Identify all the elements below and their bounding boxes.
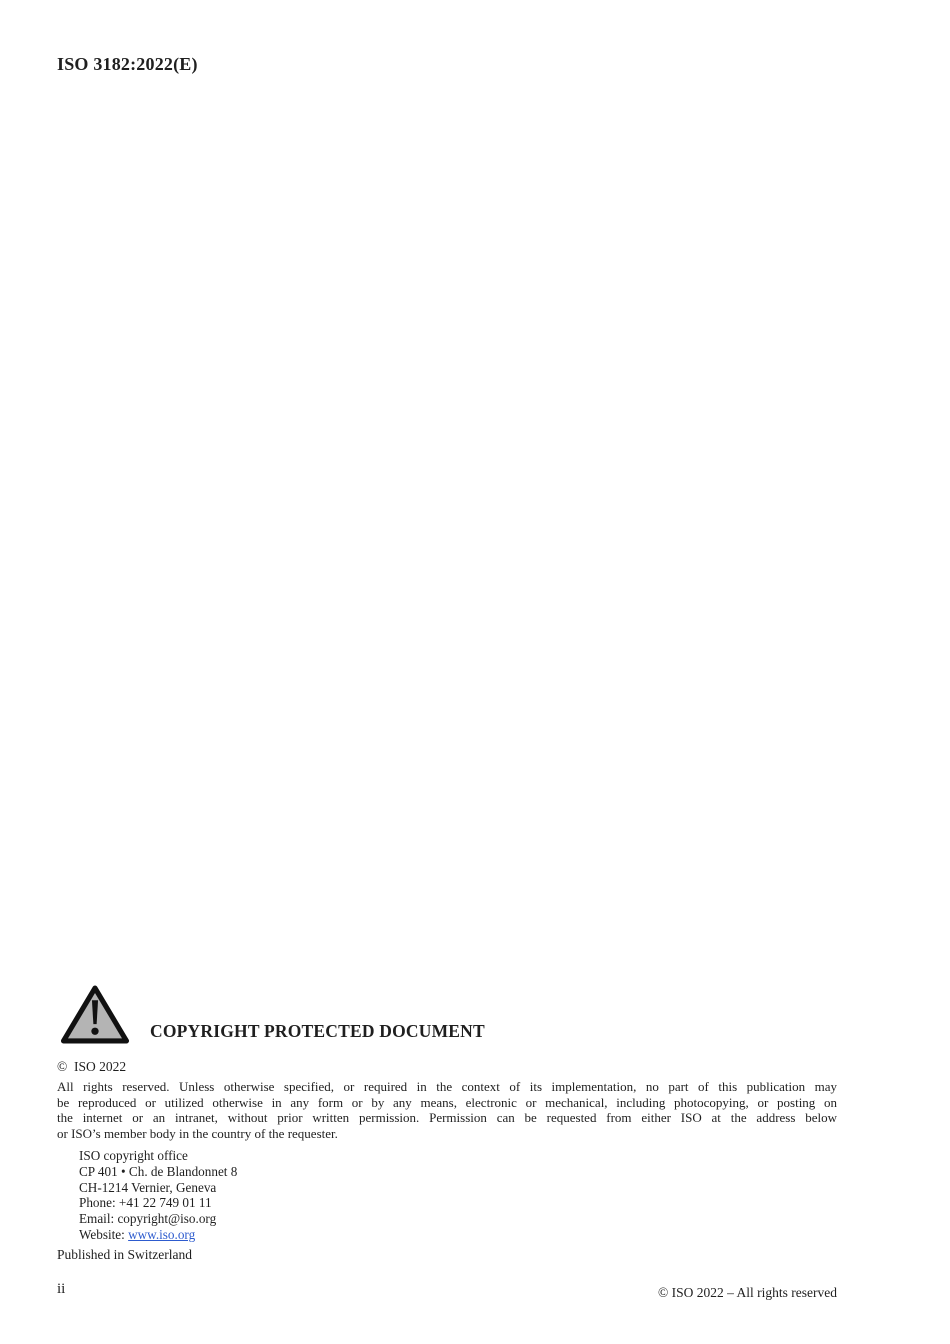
address-block <box>79 1148 237 1243</box>
copyright-notice <box>57 1079 837 1141</box>
website-label: Website: <box>79 1226 129 1242</box>
copyright-protected-heading: COPYRIGHT PROTECTED DOCUMENT <box>150 1021 485 1041</box>
copyright-year-line: © ISO 2022 <box>57 1059 127 1074</box>
address-office: ISO copyright office <box>79 1148 188 1163</box>
address-city: CH-1214 Vernier, Geneva <box>79 1179 217 1195</box>
document-reference: ISO 3182:2022(E) <box>57 54 198 74</box>
website-link[interactable]: www.iso.org <box>128 1226 196 1242</box>
footer-copyright: © ISO 2022 – All rights reserved <box>658 1285 837 1300</box>
address-email: Email: copyright@iso.org <box>79 1211 217 1227</box>
notice-line: the internet or an intranet, without prior written permission. Permission can be requested from either ISO at the address below <box>57 1110 837 1126</box>
address-street: CP 401 • Ch. de Blandonnet 8 <box>79 1163 238 1179</box>
published-line: Published in Switzerland <box>57 1247 192 1262</box>
address-phone: Phone: +41 22 749 01 11 <box>79 1195 212 1211</box>
page-number: ii <box>57 1281 66 1297</box>
notice-line: or ISO’s member body in the country of the requester. <box>57 1125 338 1141</box>
address-website <box>79 1227 237 1243</box>
notice-line: be reproduced or utilized otherwise in any form or by any means, electronic or mechanical, including photocopying, or posting on <box>57 1094 837 1110</box>
notice-line: All rights reserved. Unless otherwise specified, or required in the context of its implementation, no part of this publication may <box>57 1079 837 1094</box>
warning-triangle-icon <box>59 984 131 1046</box>
